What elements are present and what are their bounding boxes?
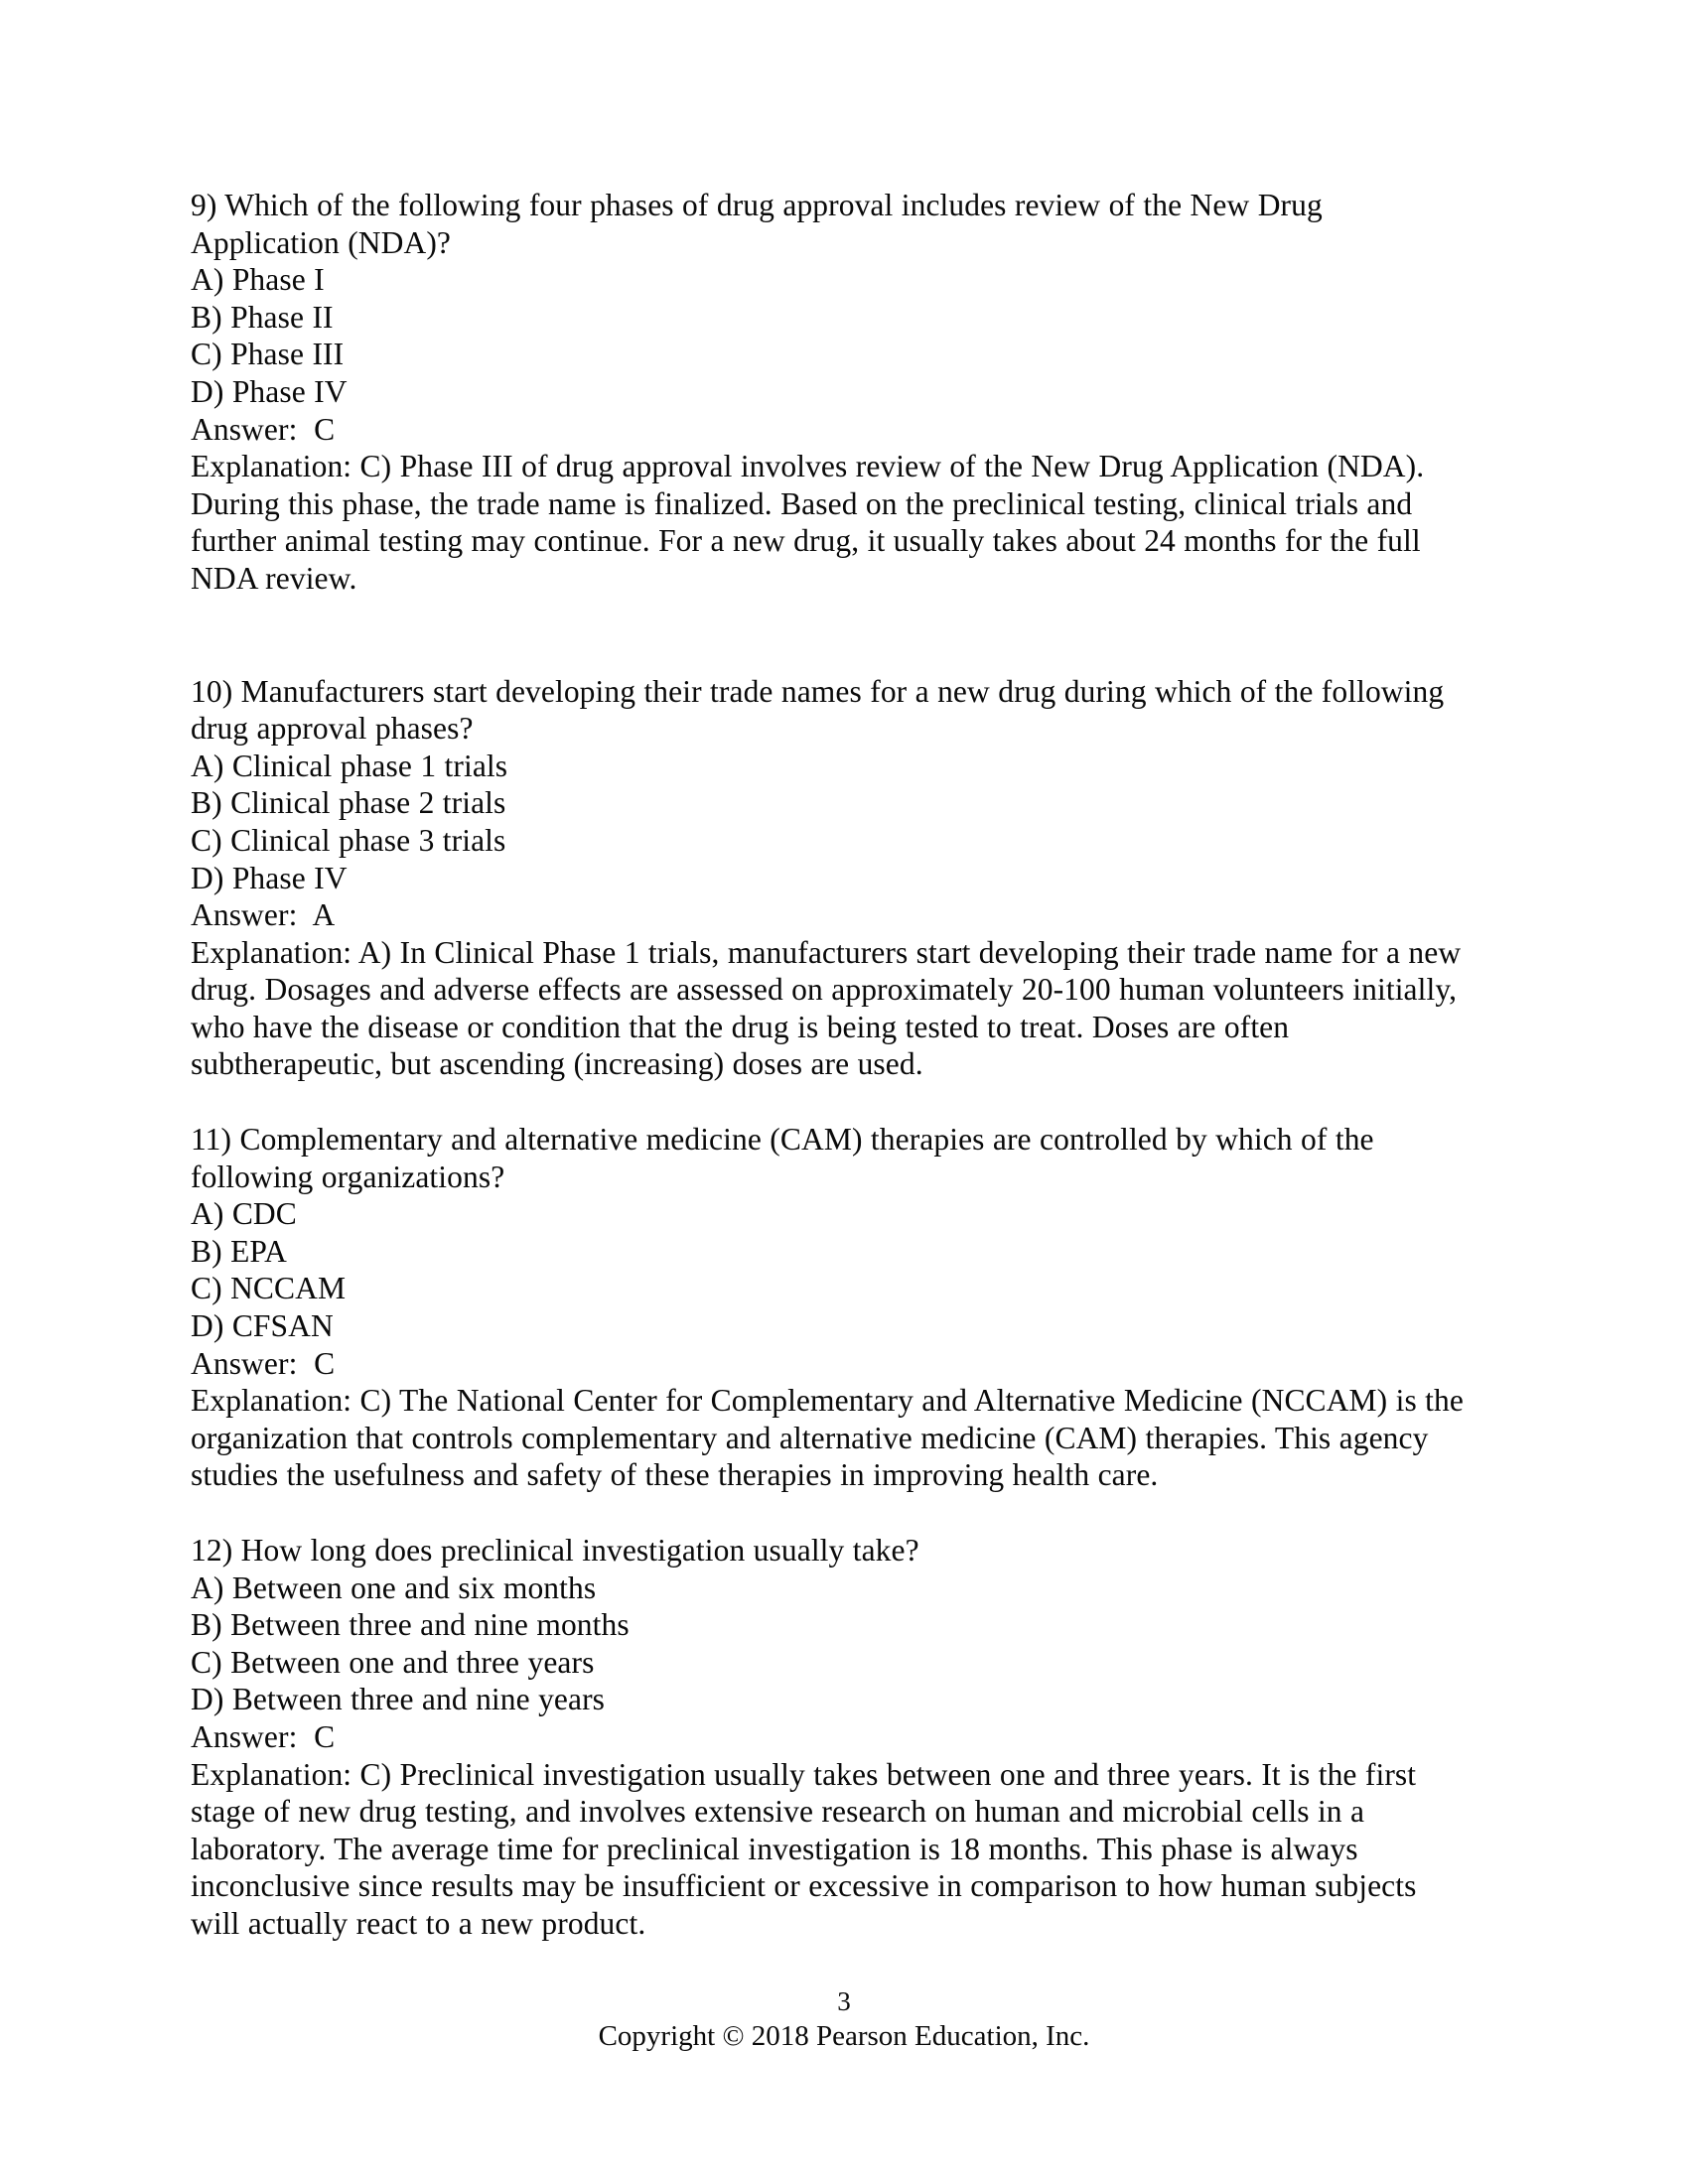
question-option-d: D) Phase IV <box>191 373 348 409</box>
question-explanation: Explanation: C) Preclinical investigation usually takes between one and three years. It is the first stage of new drug testing, and involves extensive research on human and microbial cells in a laboratory. The average time for preclinical investigation is 18 months. This phase is always inconclusive since results may be insufficient or excessive in comparison to how human subjects will actually react to a new product. <box>191 1756 1417 1941</box>
question-option-a: A) Phase I <box>191 262 325 298</box>
block-spacer <box>191 1494 1472 1532</box>
question-option-a: A) CDC <box>191 1196 297 1232</box>
question-option-b: B) Clinical phase 2 trials <box>191 785 506 821</box>
block-spacer <box>191 1083 1472 1121</box>
question-answer: Answer: A <box>191 897 336 933</box>
question-answer: Answer: C <box>191 1718 336 1754</box>
question-block-11 <box>191 1121 1472 1494</box>
question-stem: 9) Which of the following four phases of drug approval includes review of the New Drug Application (NDA)? <box>191 188 1323 260</box>
block-spacer <box>191 598 1472 673</box>
question-option-c: C) Clinical phase 3 trials <box>191 822 506 858</box>
question-option-c: C) Phase III <box>191 337 345 372</box>
question-explanation: Explanation: C) The National Center for Complementary and Alternative Medicine (NCCAM) is the organization that controls complementary and alternative medicine (CAM) therapies. This agency studies the usefulness and safety of these therapies in improving health care. <box>191 1383 1464 1493</box>
question-option-b: B) EPA <box>191 1233 287 1269</box>
question-option-d: D) Between three and nine years <box>191 1682 606 1717</box>
page-number: 3 <box>837 1986 851 2016</box>
question-option-c: C) Between one and three years <box>191 1644 595 1680</box>
question-block-12 <box>191 1532 1472 1943</box>
question-option-b: B) Between three and nine months <box>191 1607 630 1643</box>
copyright-notice: Copyright © 2018 Pearson Education, Inc. <box>598 2020 1090 2052</box>
question-option-b: B) Phase II <box>191 299 334 335</box>
page-footer <box>0 1985 1688 2054</box>
question-block-10 <box>191 673 1472 1084</box>
question-option-a: A) Between one and six months <box>191 1570 597 1605</box>
page-content <box>191 187 1472 1943</box>
question-stem: 12) How long does preclinical investigation usually take? <box>191 1533 919 1568</box>
question-answer: Answer: C <box>191 1345 336 1381</box>
question-option-c: C) NCCAM <box>191 1271 347 1306</box>
question-block-9 <box>191 187 1472 598</box>
question-option-a: A) Clinical phase 1 trials <box>191 748 508 783</box>
question-answer: Answer: C <box>191 411 336 447</box>
question-stem: 10) Manufacturers start developing their trade names for a new drug during which of the following drug approval phases? <box>191 673 1445 747</box>
question-stem: 11) Complementary and alternative medicine (CAM) therapies are controlled by which of the following organizations? <box>191 1122 1374 1194</box>
question-explanation: Explanation: C) Phase III of drug approval involves review of the New Drug Application (NDA). During this phase, the trade name is finalized. Based on the preclinical testing, clinical trials and further animal testing may continue. For a new drug, it usually takes about 24 months for the full NDA review. <box>191 449 1425 596</box>
question-option-d: D) CFSAN <box>191 1308 334 1344</box>
question-option-d: D) Phase IV <box>191 860 348 895</box>
question-explanation: Explanation: A) In Clinical Phase 1 trials, manufacturers start developing their trade name for a new drug. Dosages and adverse effects are assessed on approximately 20-100 human volunteers initially, who have the disease or condition that the drug is being tested to treat. Doses are often subtherapeutic, but ascending (increasing) doses are used. <box>191 934 1462 1082</box>
